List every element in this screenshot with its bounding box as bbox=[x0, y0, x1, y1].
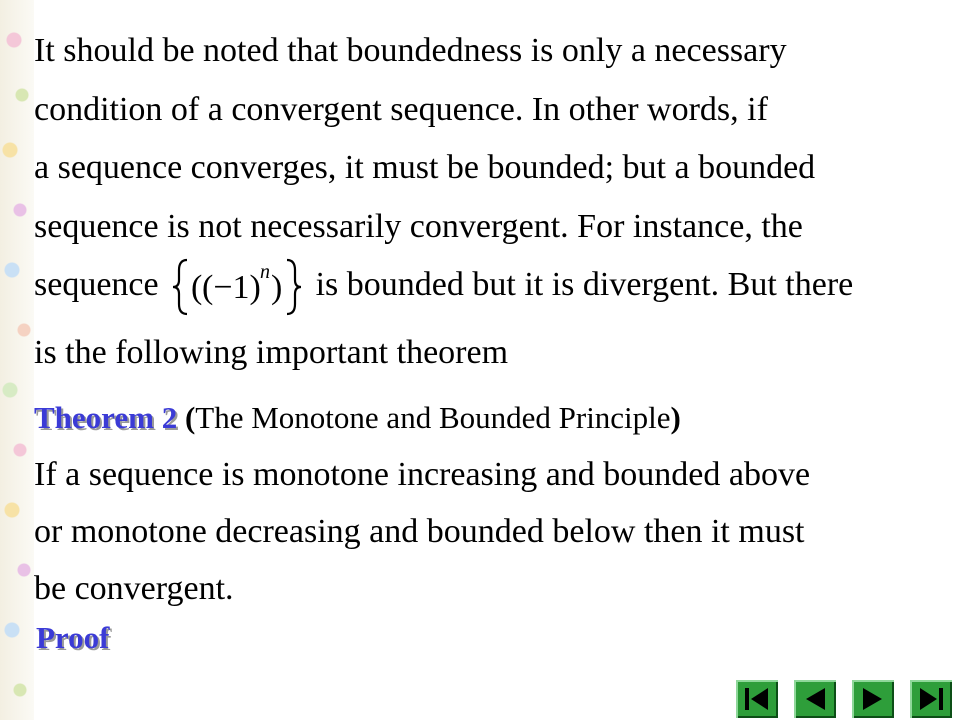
svg-text:): ) bbox=[271, 269, 283, 307]
floral-border-decoration bbox=[0, 0, 34, 720]
first-page-button[interactable] bbox=[736, 680, 778, 718]
next-page-icon bbox=[858, 685, 888, 713]
theorem-title: The Monotone and Bounded Principle bbox=[195, 400, 671, 435]
proof-link[interactable]: Proof bbox=[36, 620, 110, 655]
intro-line-5-with-formula bbox=[34, 256, 934, 324]
intro-line-2: condition of a convergent sequence. In other words, if bbox=[34, 90, 768, 128]
intro-paragraph bbox=[34, 22, 934, 383]
theorem-line-3: be convergent. bbox=[34, 570, 234, 607]
theorem-close-paren: ) bbox=[670, 400, 681, 435]
math-line-after: is bounded but it is divergent. But there bbox=[315, 266, 854, 303]
theorem-label: Theorem 2 bbox=[34, 400, 178, 435]
intro-line-3: a sequence converges, it must be bounded; but a bounded bbox=[34, 149, 816, 186]
math-line-before: sequence bbox=[34, 266, 159, 303]
intro-line-6: is the following important theorem bbox=[34, 334, 509, 371]
theorem-line-1: If a sequence is monotone increasing and bounded above bbox=[34, 456, 811, 493]
theorem-open-paren: ( bbox=[184, 400, 196, 435]
theorem-statement bbox=[34, 446, 934, 617]
intro-line-1: It should be noted that boundedness is only a necessary bbox=[34, 32, 787, 69]
next-page-button[interactable] bbox=[852, 680, 894, 718]
last-page-button[interactable] bbox=[910, 680, 952, 718]
first-page-icon bbox=[742, 685, 772, 713]
previous-page-icon bbox=[800, 685, 830, 713]
intro-line-4: sequence is not necessarily convergent. For instance, the bbox=[34, 207, 803, 245]
svg-text:n: n bbox=[260, 261, 271, 284]
sequence-formula bbox=[171, 256, 303, 318]
theorem-heading bbox=[34, 398, 934, 438]
theorem-line-2: or monotone decreasing and bounded below then it must bbox=[34, 513, 805, 550]
svg-text:(: ( bbox=[191, 269, 203, 307]
slide-navigation bbox=[736, 680, 952, 718]
previous-page-button[interactable] bbox=[794, 680, 836, 718]
svg-text:(−1): (−1) bbox=[202, 269, 261, 307]
last-page-icon bbox=[916, 685, 946, 713]
